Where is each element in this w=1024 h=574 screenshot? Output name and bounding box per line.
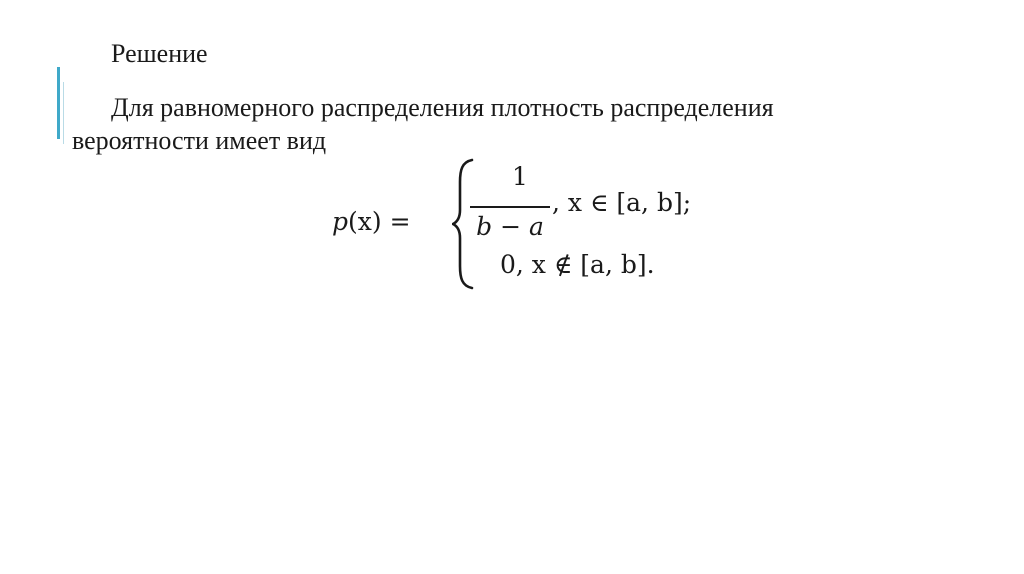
solution-heading: Решение bbox=[111, 39, 208, 68]
solution-paragraph bbox=[72, 91, 1002, 157]
fraction-numerator: 1 bbox=[512, 162, 528, 191]
fraction-bar bbox=[470, 206, 550, 208]
paragraph-line-1: Для равномерного распределения плотность распределения bbox=[111, 93, 774, 122]
formula-equals: = bbox=[389, 207, 411, 236]
formula-lhs bbox=[332, 207, 411, 236]
slide-accent-bar bbox=[57, 67, 60, 139]
case1-condition: , x ∈ [a, b]; bbox=[552, 188, 692, 217]
case2-condition: , x ∉ [a, b]. bbox=[515, 250, 655, 279]
density-formula bbox=[332, 158, 752, 298]
case2-value: 0 bbox=[500, 250, 516, 279]
fraction-denominator: b − a bbox=[476, 212, 544, 241]
formula-function-name: p bbox=[332, 207, 349, 236]
paragraph-line-2: вероятности имеет вид bbox=[72, 126, 327, 155]
case2-row bbox=[500, 250, 655, 279]
slide-accent-line bbox=[63, 82, 64, 144]
formula-argument: (x) bbox=[348, 207, 382, 236]
